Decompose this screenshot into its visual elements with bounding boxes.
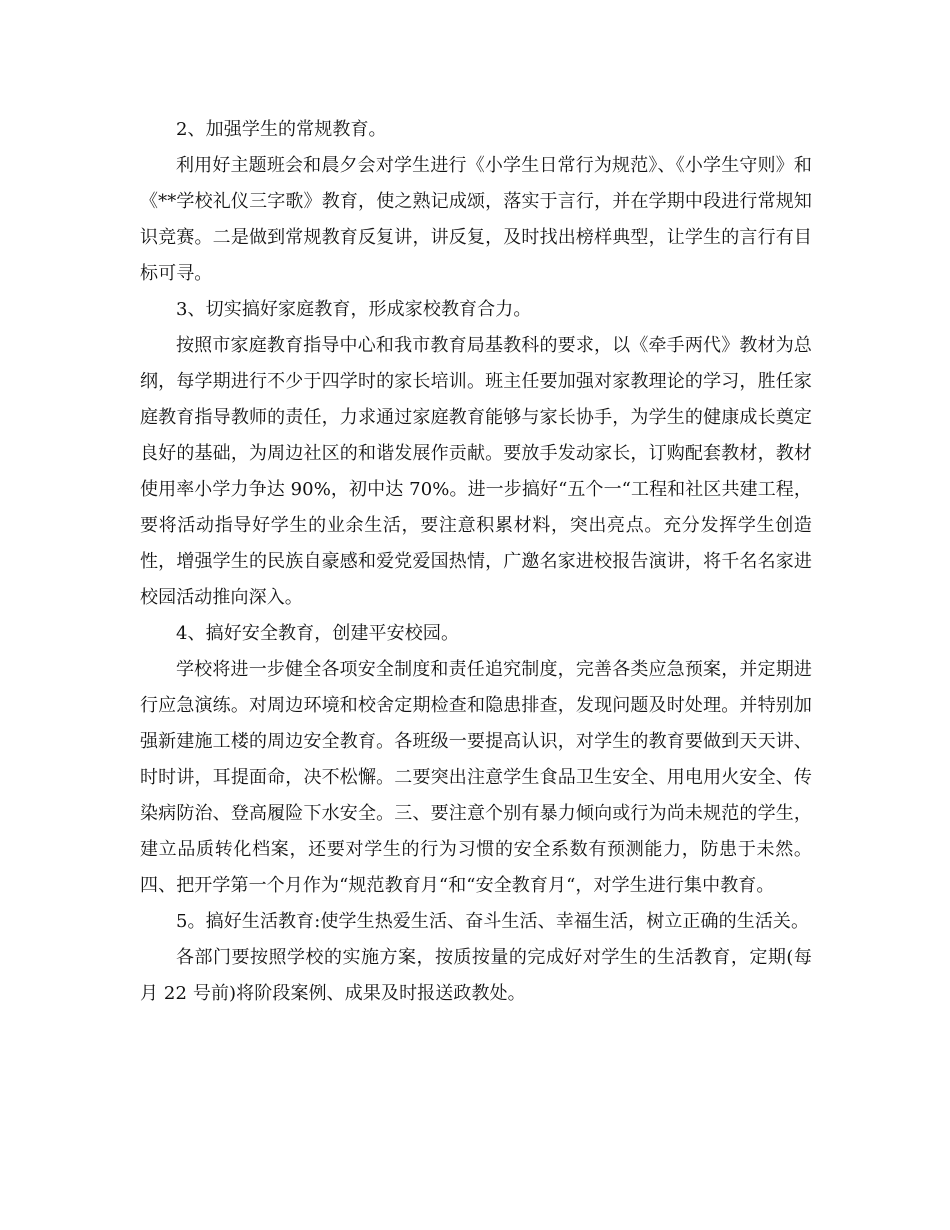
document-body <box>140 112 812 1012</box>
paragraph-life-education: 各部门要按照学校的实施方案，按质按量的完成好对学生的生活教育，定期(每月 22 号前)将阶段案例、成果及时报送政教处。 <box>140 947 812 1004</box>
paragraph-family-education: 按照市家庭教育指导中心和我市教育局基教科的要求，以《牵手两代》教材为总纲，每学期进行不少于四学时的家长培训。班主任要加强对家教理论的学习，胜任家庭教育指导教师的责任，力求通过家庭教育能够与家长协手，为学生的健康成长奠定良好的基础，为周边社区的和谐发展作贡献。要放手发动家长，订购配套教材，教材使用率小学力争达 90%，初中达 70%。进一步搞好“五个一“工程和社区共建工程，要将活动指导好学生的业余生活，要注意积累材料，突出亮点。充分发挥学生创造性，增强学生的民族自豪感和爱党爱国热情，广邀名家进校报告演讲，将千名名家进校园活动推向深入。 <box>140 335 812 608</box>
section-heading-4: 4、搞好安全教育，创建平安校园。 <box>176 623 460 644</box>
section-heading-3: 3、切实搞好家庭教育，形成家校教育合力。 <box>176 299 532 320</box>
paragraph-safety-education: 学校将进一步健全各项安全制度和责任追究制度，完善各类应急预案，并定期进行应急演练。对周边环境和校舍定期检查和隐患排查，发现问题及时处理。并特别加强新建施工楼的周边安全教育。各班级一要提高认识，对学生的教育要做到天天讲、时时讲，耳提面命，决不松懈。二要突出注意学生食品卫生安全、用电用火安全、传染病防治、登高履险下水安全。三、要注意个别有暴力倾向或行为尚未规范的学生，建立品质转化档案，还要对学生的行为习惯的安全系数有预测能力，防患于未然。四、把开学第一个月作为“规范教育月“和“安全教育月“，对学生进行集中教育。 <box>140 659 812 896</box>
section-heading-5: 5。搞好生活教育:使学生热爱生活、奋斗生活、幸福生活，树立正确的生活关。 <box>176 911 810 932</box>
paragraph-routine-education: 利用好主题班会和晨夕会对学生进行《小学生日常行为规范》、《小学生守则》和《**学校礼仪三字歌》教育，使之熟记成颂，落实于言行，并在学期中段进行常规知识竞赛。二是做到常规教育反复讲，讲反复，及时找出榜样典型，让学生的言行有目标可寻。 <box>140 155 812 284</box>
section-heading-2: 2、加强学生的常规教育。 <box>176 119 387 140</box>
